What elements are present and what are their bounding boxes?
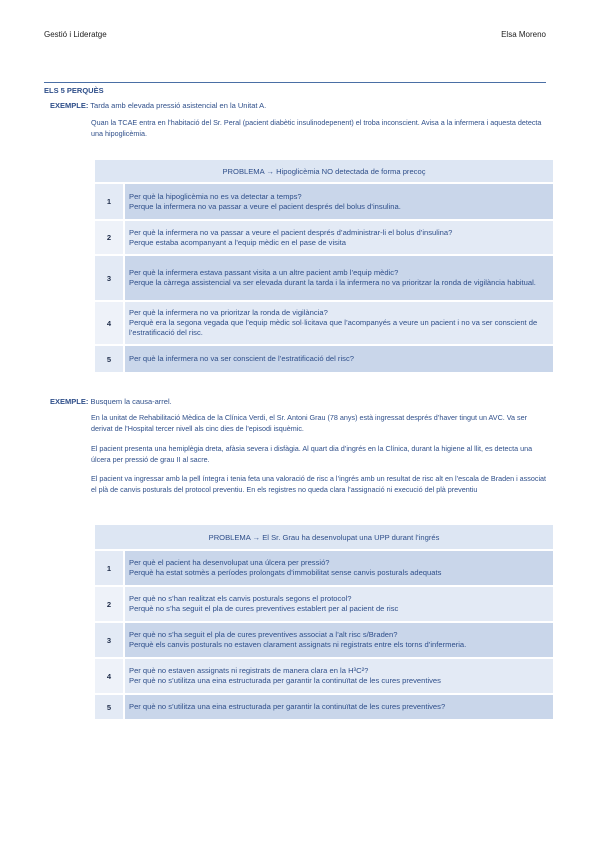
row-number: 4 xyxy=(94,658,124,694)
table-row xyxy=(94,658,554,694)
row-answer: Perquè era la segona vegada que l’equip mèdic sol·licitava que l’acompanyés a veure un pacient i no va ser conscient de l’estratificació del risc. xyxy=(129,318,538,337)
row-answer: Per què no s’utilitza una eina estructurada per garantir la continuïtat de les cures preventives xyxy=(129,676,441,685)
example1-line xyxy=(50,101,266,110)
row-number: 1 xyxy=(94,550,124,586)
row-answer: Perque la infermera no va passar a veure el pacient després del bolus d’insulina. xyxy=(129,201,401,211)
row-number: 4 xyxy=(94,301,124,345)
row-number: 3 xyxy=(94,255,124,301)
problem-table-1 xyxy=(93,158,555,374)
table2-header: PROBLEMA → El Sr. Grau ha desenvolupat una UPP durant l’ingrés xyxy=(94,524,554,550)
section-title: ELS 5 PERQUÈS xyxy=(44,82,546,95)
example2-label: EXEMPLE: xyxy=(50,397,89,406)
example2-paragraph-2: El pacient presenta una hemiplègia dreta, afàsia severa i disfàgia. Al quart dia d’ingrés en la Clínica, durant la higiene al llit, es detecta una úlcera per pressió de grau II al sacre. xyxy=(91,444,533,464)
table-row xyxy=(94,345,554,373)
row-question: Per què no s’ha seguit el pla de cures preventives associat a l’alt risc s/Braden? xyxy=(129,630,398,639)
row-number: 5 xyxy=(94,694,124,720)
row-answer: Perquè ha estat sotmès a períodes prolongats d’immobilitat sense canvis posturals adequats xyxy=(129,568,442,577)
table-row xyxy=(94,622,554,658)
row-answer: Perque estaba acompanyant a l’equip mèdic en el pase de visita xyxy=(129,237,346,247)
row-question: Per què el pacient ha desenvolupat una úlcera per pressió? xyxy=(129,558,330,567)
row-number: 2 xyxy=(94,586,124,622)
row-answer: Perquè no s’ha seguit el pla de cures preventives establert per al pacient de risc xyxy=(129,604,399,613)
row-question: Per què la infermera no va passar a veure el pacient després d’administrar-li el bolus d’insulina? xyxy=(129,227,453,237)
header-course: Gestió i Lideratge xyxy=(44,30,107,39)
row-answer: Perquè els canvis posturals no estaven clarament assignats ni registrats entre els torns d’infermeria. xyxy=(129,640,467,649)
example1-description: Quan la TCAE entra en l’habitació del Sr. Peral (pacient diabètic insulinodepenent) el troba inconscient. Avisa a la infermera i aquesta detecta una hipoglicèmia. xyxy=(91,118,542,138)
header-author: Elsa Moreno xyxy=(501,30,546,39)
example2-line xyxy=(50,397,172,406)
row-question: Per què la hipoglicèmia no es va detectar a temps? xyxy=(129,191,302,201)
table-row xyxy=(94,255,554,301)
example2-paragraph-3: El pacient va ingressar amb la pell íntegra i tenia feta una valoració de risc a l’ingrés amb un resultat de risc alt en l’escala de Braden i associat el plà de canvis posturals del protocol preventiu. En els registres no queda clara l’assignació ni execució del plà preventiu xyxy=(91,474,547,494)
row-question: Per què la infermera no va ser conscient de l’estratificació del risc? xyxy=(129,354,354,363)
table-row xyxy=(94,586,554,622)
table1-header: PROBLEMA → Hipoglicèmia NO detectada de forma precoç xyxy=(94,159,554,183)
example2-text: Busquem la causa-arrel. xyxy=(90,397,172,406)
table-row xyxy=(94,694,554,720)
table-row xyxy=(94,301,554,345)
row-question: Per què no s’han realitzat els canvis posturals segons el protocol? xyxy=(129,594,352,603)
row-answer: Perque la càrrega assistencial va ser elevada durant la tarda i la infermera no va prioritzar la ronda de vigilància habitual. xyxy=(129,278,536,287)
row-question: Per què la infermera no va prioritzar la ronda de vigilància? xyxy=(129,308,328,317)
problem-table-2 xyxy=(93,523,555,721)
row-number: 2 xyxy=(94,220,124,255)
row-number: 5 xyxy=(94,345,124,373)
page-header xyxy=(44,30,546,39)
example1-label: EXEMPLE: xyxy=(50,101,89,110)
table-row xyxy=(94,183,554,220)
table-row xyxy=(94,550,554,586)
row-question: Per què no s’utilitza una eina estructurada per garantir la continuïtat de les cures preventives? xyxy=(129,702,446,711)
table-row xyxy=(94,220,554,255)
row-question: Per què no estaven assignats ni registrats de manera clara en la H³C²? xyxy=(129,666,369,675)
row-question: Per què la infermera estava passant visita a un altre pacient amb l’equip mèdic? xyxy=(129,268,399,277)
example1-text: Tarda amb elevada pressió asistencial en la Unitat A. xyxy=(90,101,267,110)
row-number: 1 xyxy=(94,183,124,220)
example2-paragraph-1: En la unitat de Rehabilitació Mèdica de la Clínica Verdi, el Sr. Antoni Grau (78 anys) està ingressat després d’haver tingut un AVC. Va ser derivat de l’Hospital tercer nivell als cinc dies de l’episodi isquèmic. xyxy=(91,413,528,433)
row-number: 3 xyxy=(94,622,124,658)
